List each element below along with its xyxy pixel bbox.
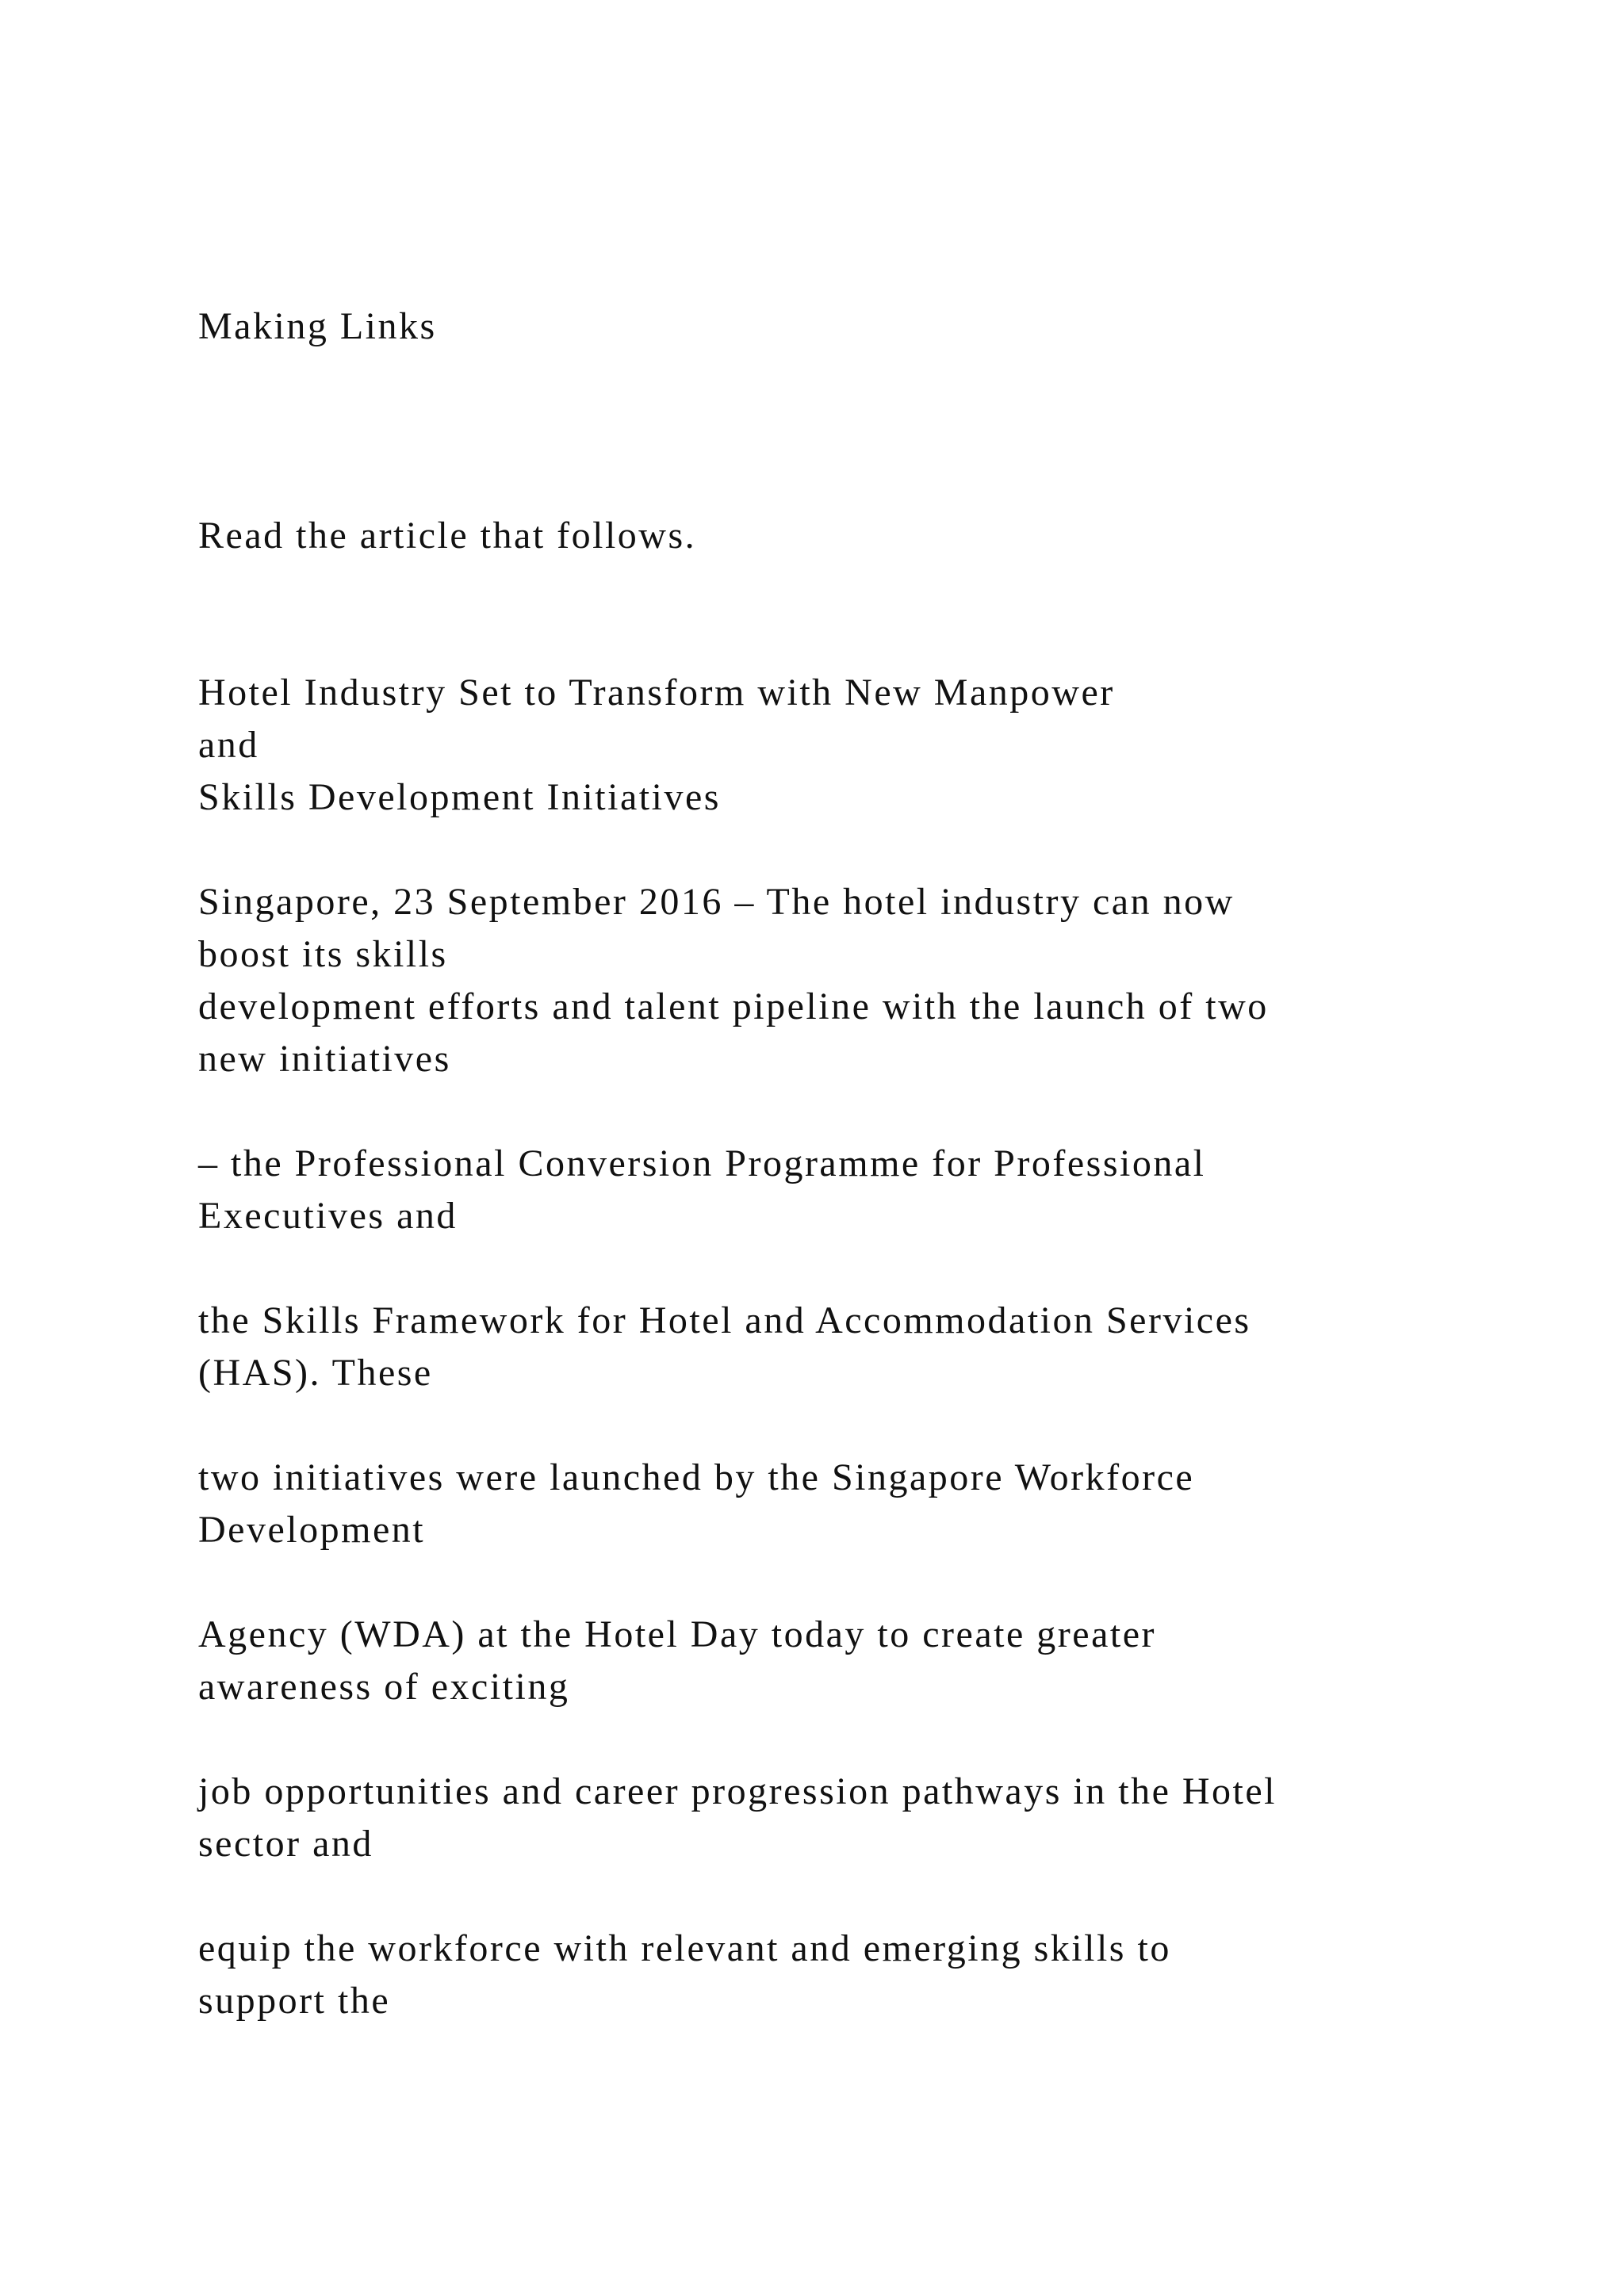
body-line: Agency (WDA) at the Hotel Day today to create greater: [198, 1613, 1156, 1655]
body-line: two initiatives were launched by the Singapore Workforce: [198, 1456, 1195, 1498]
body-line: Executives and: [198, 1195, 458, 1237]
body-line: (HAS). These: [198, 1352, 433, 1394]
body-line: sector and: [198, 1823, 373, 1865]
article-headline: and: [198, 724, 259, 766]
body-line: – the Professional Conversion Programme for Professional: [198, 1142, 1206, 1184]
instruction-text: Read the article that follows.: [198, 515, 697, 557]
body-line: job opportunities and career progression pathways in the Hotel: [198, 1770, 1277, 1812]
body-line: Singapore, 23 September 2016 – The hotel industry can now: [198, 881, 1235, 923]
body-line: the Skills Framework for Hotel and Accommodation Services: [198, 1299, 1251, 1341]
body-line: awareness of exciting: [198, 1666, 570, 1708]
body-line: equip the workforce with relevant and emerging skills to: [198, 1927, 1171, 1969]
body-line: Development: [198, 1509, 426, 1551]
body-line: boost its skills: [198, 933, 448, 975]
body-line: development efforts and talent pipeline with the launch of two: [198, 985, 1269, 1027]
body-line: support the: [198, 1980, 391, 2022]
document-title: Making Links: [198, 305, 437, 347]
body-line: new initiatives: [198, 1038, 451, 1080]
article-headline: Skills Development Initiatives: [198, 776, 721, 818]
article-headline: Hotel Industry Set to Transform with New Manpower: [198, 672, 1115, 714]
